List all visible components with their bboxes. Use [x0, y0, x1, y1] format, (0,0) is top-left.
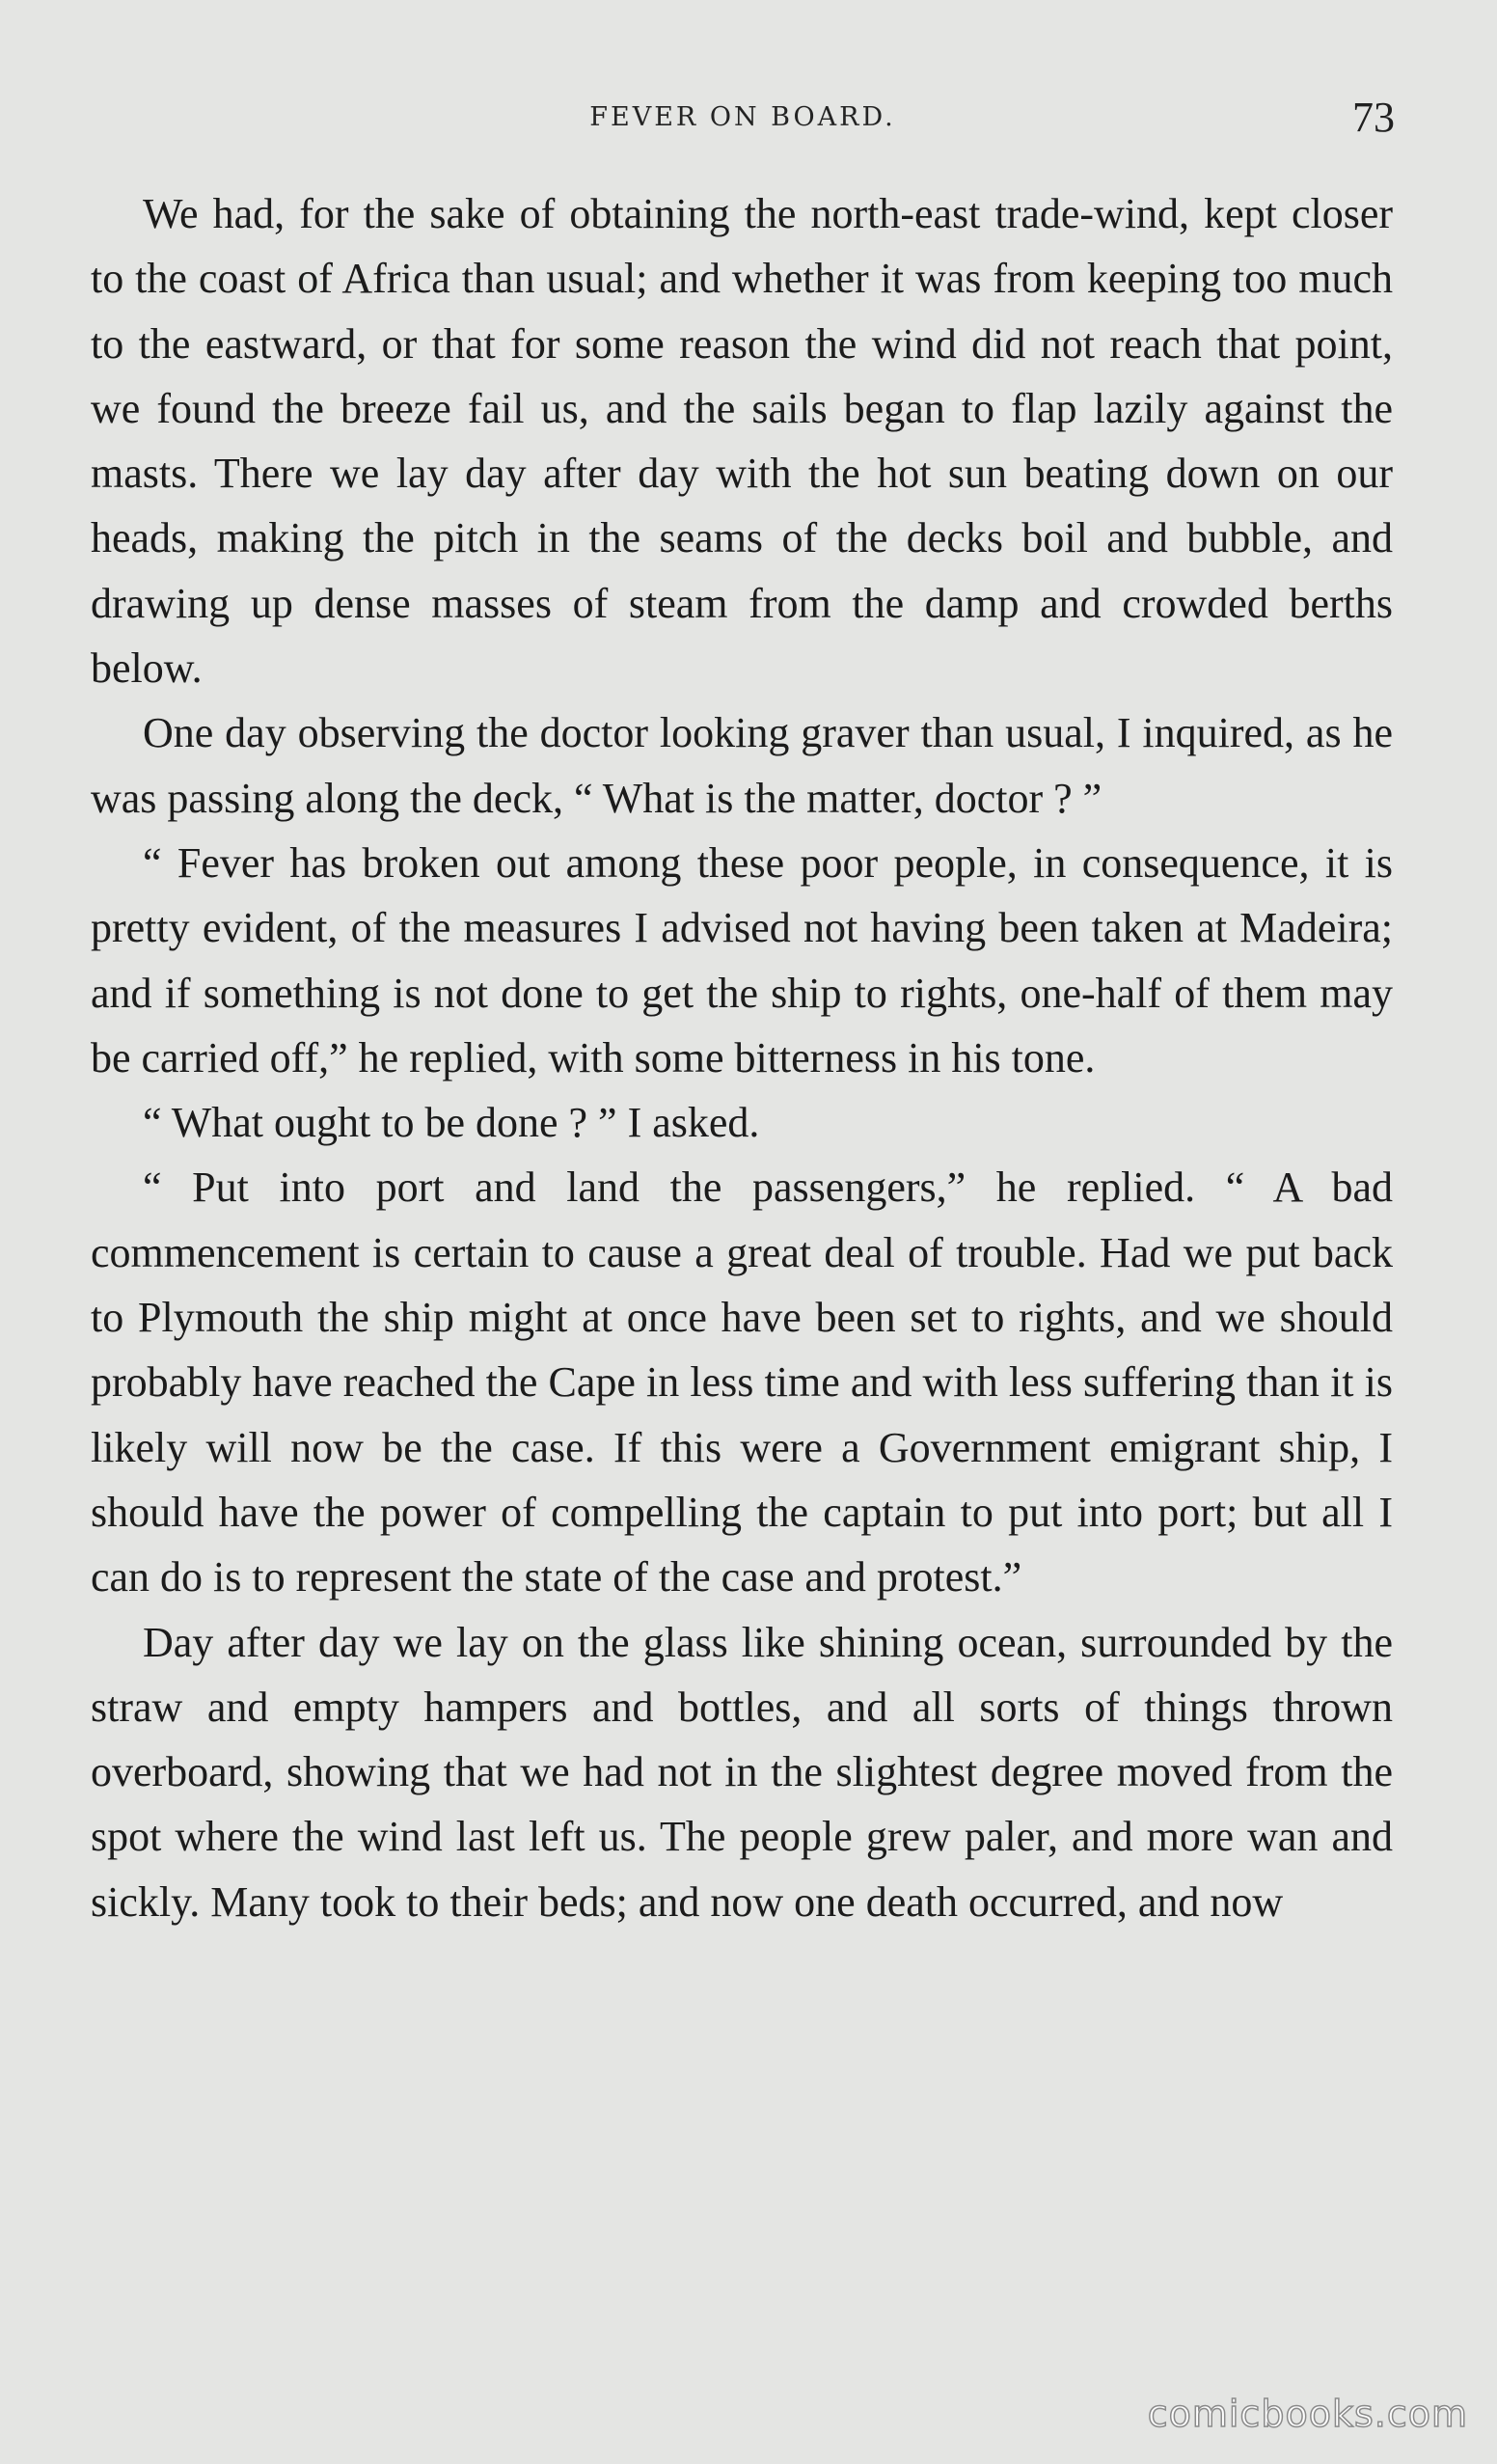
- body-text: [91, 181, 1393, 1934]
- paragraph: “ Fever has broken out among these poor people, in consequence, it is pretty evident, of the measures I advised not having been taken at Madeira; and if something is not done to get the ship to rights, one-half of them may be carried off,” he replied, with some bitterness in his tone.: [91, 838, 1393, 1081]
- paragraph: We had, for the sake of obtaining the north-east trade-wind, kept closer to the coast of Africa than usual; and whether it was from keeping too much to the eastward, or that for some reason the wind did not reach that point, we found the breeze fail us, and the sails began to flap lazily against the masts. There we lay day after day with the hot sun beating down on our heads, making the pitch in the seams of the decks boil and bubble, and drawing up dense masses of steam from the damp and crowded berths below.: [91, 190, 1393, 693]
- paragraph: One day observing the doctor looking graver than usual, I inquired, as he was passing along the deck, “ What is the matter, doctor ? ”: [91, 709, 1393, 822]
- paragraph: Day after day we lay on the glass like shining ocean, surrounded by the straw and empty hampers and bottles, and all sorts of things thrown overboard, showing that we had not in the slightest degree moved from the spot where the wind last left us. The people grew paler, and more wan and sickly. Many took to their beds; and now one death occurred, and now: [91, 1618, 1393, 1926]
- paragraph: “ Put into port and land the passengers,” he replied. “ A bad commencement is certain to cause a great deal of trouble. Had we put back to Plymouth the ship might at once have been set to rights, and we should probably have reached the Cape in less time and with less suffering than it is likely will now be the case. If this were a Government emigrant ship, I should have the power of compelling the captain to put into port; but all I can do is to represent the state of the case and protest.”: [91, 1164, 1393, 1602]
- paragraph: “ What ought to be done ? ” I asked.: [143, 1099, 760, 1147]
- running-title: FEVER ON BOARD.: [589, 102, 896, 132]
- page-number: 73: [1352, 94, 1395, 141]
- running-head: [91, 93, 1395, 151]
- watermark: comicbooks.com: [1147, 2393, 1468, 2435]
